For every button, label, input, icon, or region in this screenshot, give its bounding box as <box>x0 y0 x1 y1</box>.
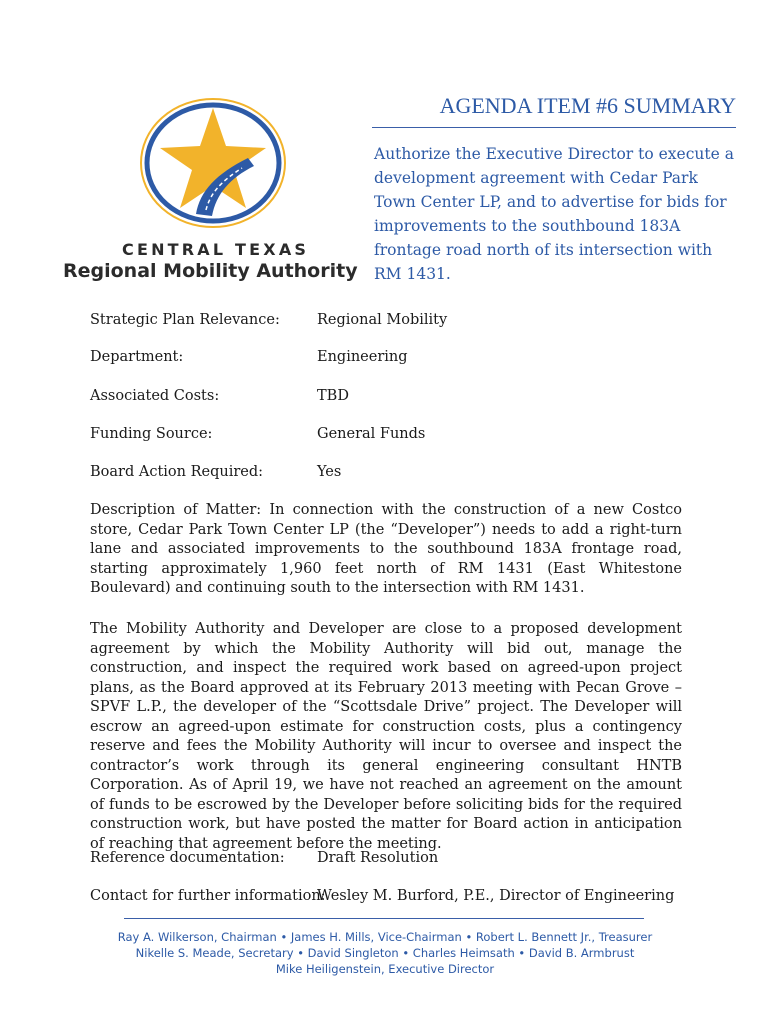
field-value: General Funds <box>317 426 426 442</box>
footer-divider <box>124 918 644 919</box>
footer-board-members <box>100 929 670 977</box>
agenda-summary: Authorize the Executive Director to execute a development agreement with Cedar Park Town Center LP, and to advertise for bids for improvements to the southbound 183A frontage road north of its intersection with RM 1431. <box>374 145 734 283</box>
field-value: Draft Resolution <box>317 850 439 866</box>
logo-line-2: Regional Mobility Authority <box>63 260 358 282</box>
field-label: Funding Source: <box>90 426 213 442</box>
field-value: TBD <box>317 388 349 404</box>
footer-line-3: Mike Heiligenstein, Executive Director <box>275 962 495 976</box>
footer-line-1: Ray A. Wilkerson, Chairman • James H. Mills, Vice-Chairman • Robert L. Bennett Jr., Treasurer <box>117 930 653 944</box>
field-label: Reference documentation: <box>90 850 285 866</box>
title-divider <box>372 127 736 128</box>
field-label: Board Action Required: <box>90 464 264 480</box>
field-value: Engineering <box>317 349 408 365</box>
footer-line-2: Nikelle S. Meade, Secretary • David Singleton • Charles Heimsath • David B. Armbrust <box>135 946 635 960</box>
field-label: Associated Costs: <box>90 388 220 404</box>
ctrma-logo <box>60 92 360 292</box>
description-paragraph: Description of Matter: In connection with the construction of a new Costco store, Cedar Park Town Center LP (the “Developer”) needs to add a right-turn lane and associated improvements to the southbound 183A frontage road, starting approximately 1,960 feet north of RM 1431 (East Whitestone Boulevard) and continuing south to the intersection with RM 1431. <box>90 502 682 596</box>
logo-line-1: CENTRAL TEXAS <box>122 240 310 259</box>
field-label: Strategic Plan Relevance: <box>90 312 280 328</box>
body-paragraph: The Mobility Authority and Developer are close to a proposed development agreement by which the Mobility Authority will bid out, manage the construction, and inspect the required work based on agreed-upon project plans, as the Board approved at its February 2013 meeting with Pecan Grove – SPVF L.P., the developer of the “Scottsdale Drive” project. The Developer will escrow an agreed-upon estimate for construction costs, plus a contingency reserve and fees the Mobility Authority will incur to oversee and inspect the contractor’s work through its general engineering consultant HNTB Corporation. As of April 19, we have not reached an agreement on the amount of funds to be escrowed by the Developer before soliciting bids for the required construction work, but have posted the matter for Board action in anticipation of reaching that agreement before the meeting. <box>90 621 682 852</box>
field-label: Department: <box>90 349 184 365</box>
agenda-title: AGENDA ITEM #6 SUMMARY <box>439 93 736 118</box>
field-value: Regional Mobility <box>317 312 448 328</box>
field-value: Yes <box>317 464 342 480</box>
field-value: Wesley M. Burford, P.E., Director of Engineering <box>317 888 675 904</box>
star-road-emblem-icon <box>138 96 288 231</box>
field-label: Contact for further information: <box>90 888 326 904</box>
